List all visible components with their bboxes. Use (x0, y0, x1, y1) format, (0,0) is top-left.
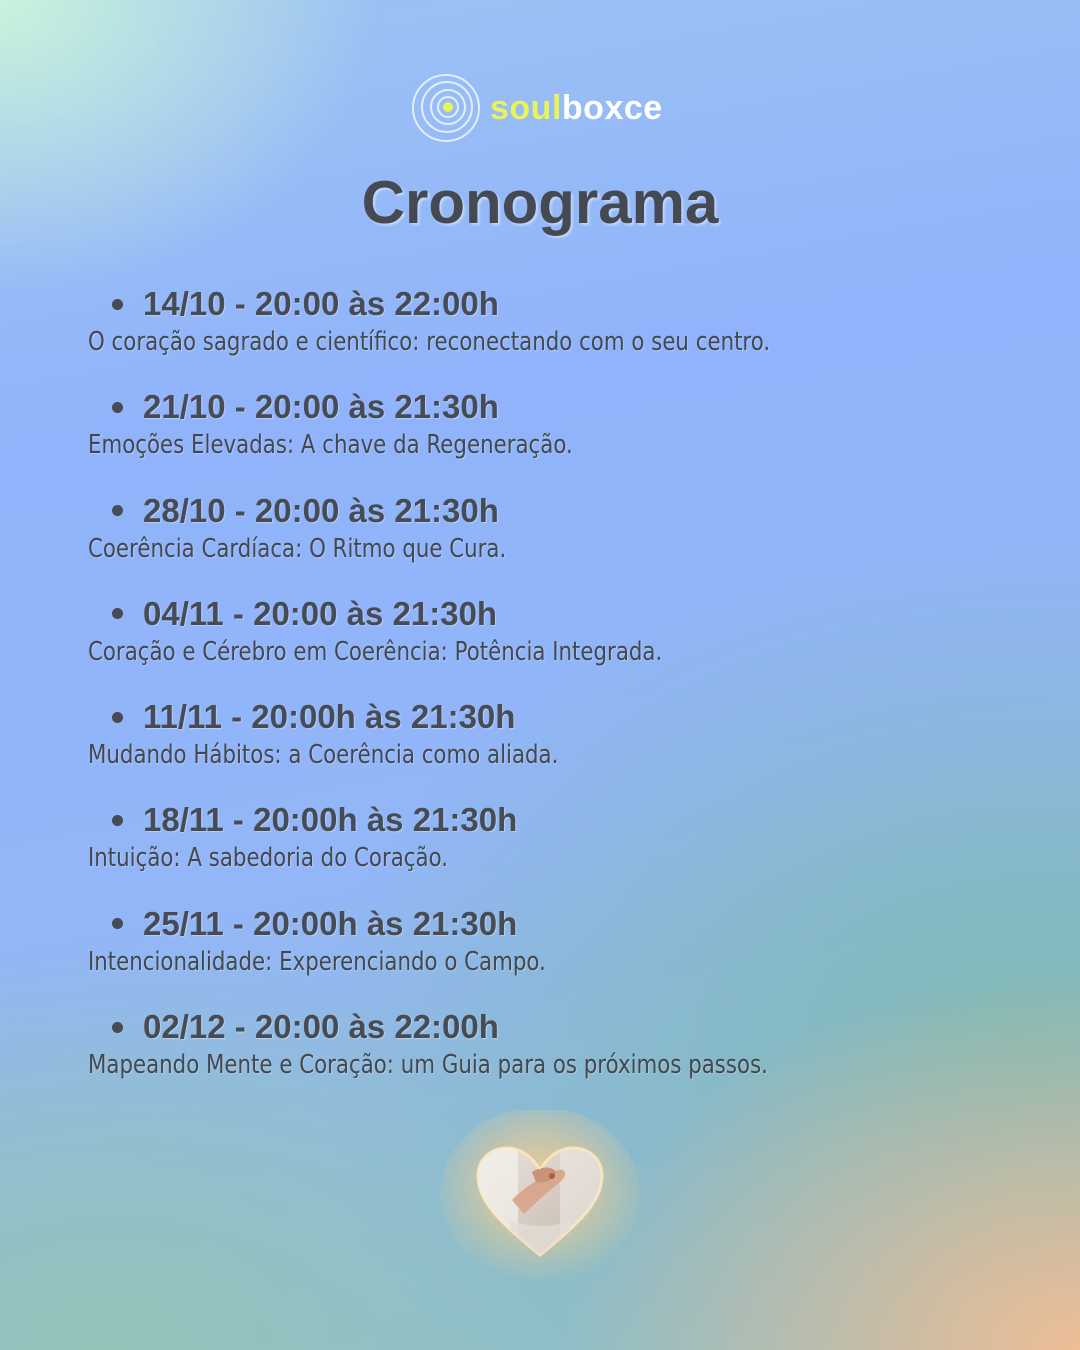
schedule-item (88, 592, 1008, 695)
schedule-item (88, 1005, 1008, 1108)
schedule-item (88, 385, 1008, 488)
bullet-icon (112, 505, 123, 516)
bullet-icon (112, 1022, 123, 1033)
bullet-icon (112, 402, 123, 413)
schedule-list (88, 282, 1008, 1108)
schedule-topic: Mapeando Mente e Coração: um Guia para os próximos passos. (88, 1050, 768, 1081)
brand-name (490, 89, 663, 128)
page-title: Cronograma (361, 169, 719, 236)
schedule-topic: Coração e Cérebro em Coerência: Potência Integrada. (88, 636, 663, 667)
bullet-icon (112, 712, 123, 723)
bullet-icon (112, 299, 123, 310)
schedule-date: 21/10 - 20:00 às 21:30h (143, 388, 499, 426)
concentric-circles-logo-icon (410, 72, 482, 144)
brand-name-part2: boxce (561, 88, 663, 127)
schedule-date: 04/11 - 20:00 às 21:30h (143, 594, 498, 632)
schedule-item (88, 282, 1008, 385)
schedule-topic: O coração sagrado e científico: reconectando com o seu centro. (88, 327, 771, 357)
schedule-item (88, 489, 1008, 592)
schedule-topic: Coerência Cardíaca: O Ritmo que Cura. (88, 533, 507, 564)
schedule-topic: Emoções Elevadas: A chave da Regeneração. (88, 430, 573, 461)
brand-name-part1: soul (490, 88, 562, 127)
bullet-icon (112, 918, 123, 929)
schedule-item (88, 798, 1008, 901)
bullet-icon (112, 815, 123, 826)
schedule-topic: Mudando Hábitos: a Coerência como aliada. (88, 740, 559, 771)
schedule-date: 18/11 - 20:00h às 21:30h (143, 801, 518, 839)
schedule-date: 11/11 - 20:00h às 21:30h (143, 698, 516, 736)
schedule-date: 14/10 - 20:00 às 22:00h (143, 285, 499, 322)
bullet-icon (112, 608, 123, 619)
heart-photo (440, 1110, 640, 1290)
schedule-topic: Intencionalidade: Experenciando o Campo. (88, 946, 546, 977)
schedule-date: 02/12 - 20:00 às 22:00h (143, 1008, 499, 1046)
schedule-item (88, 902, 1008, 1005)
schedule-topic: Intuição: A sabedoria do Coração. (88, 843, 449, 874)
schedule-date: 28/10 - 20:00 às 21:30h (143, 491, 499, 529)
schedule-item (88, 695, 1008, 798)
brand-logo (410, 72, 663, 144)
schedule-date: 25/11 - 20:00h às 21:30h (143, 904, 518, 942)
heart-photo-icon (440, 1110, 640, 1290)
